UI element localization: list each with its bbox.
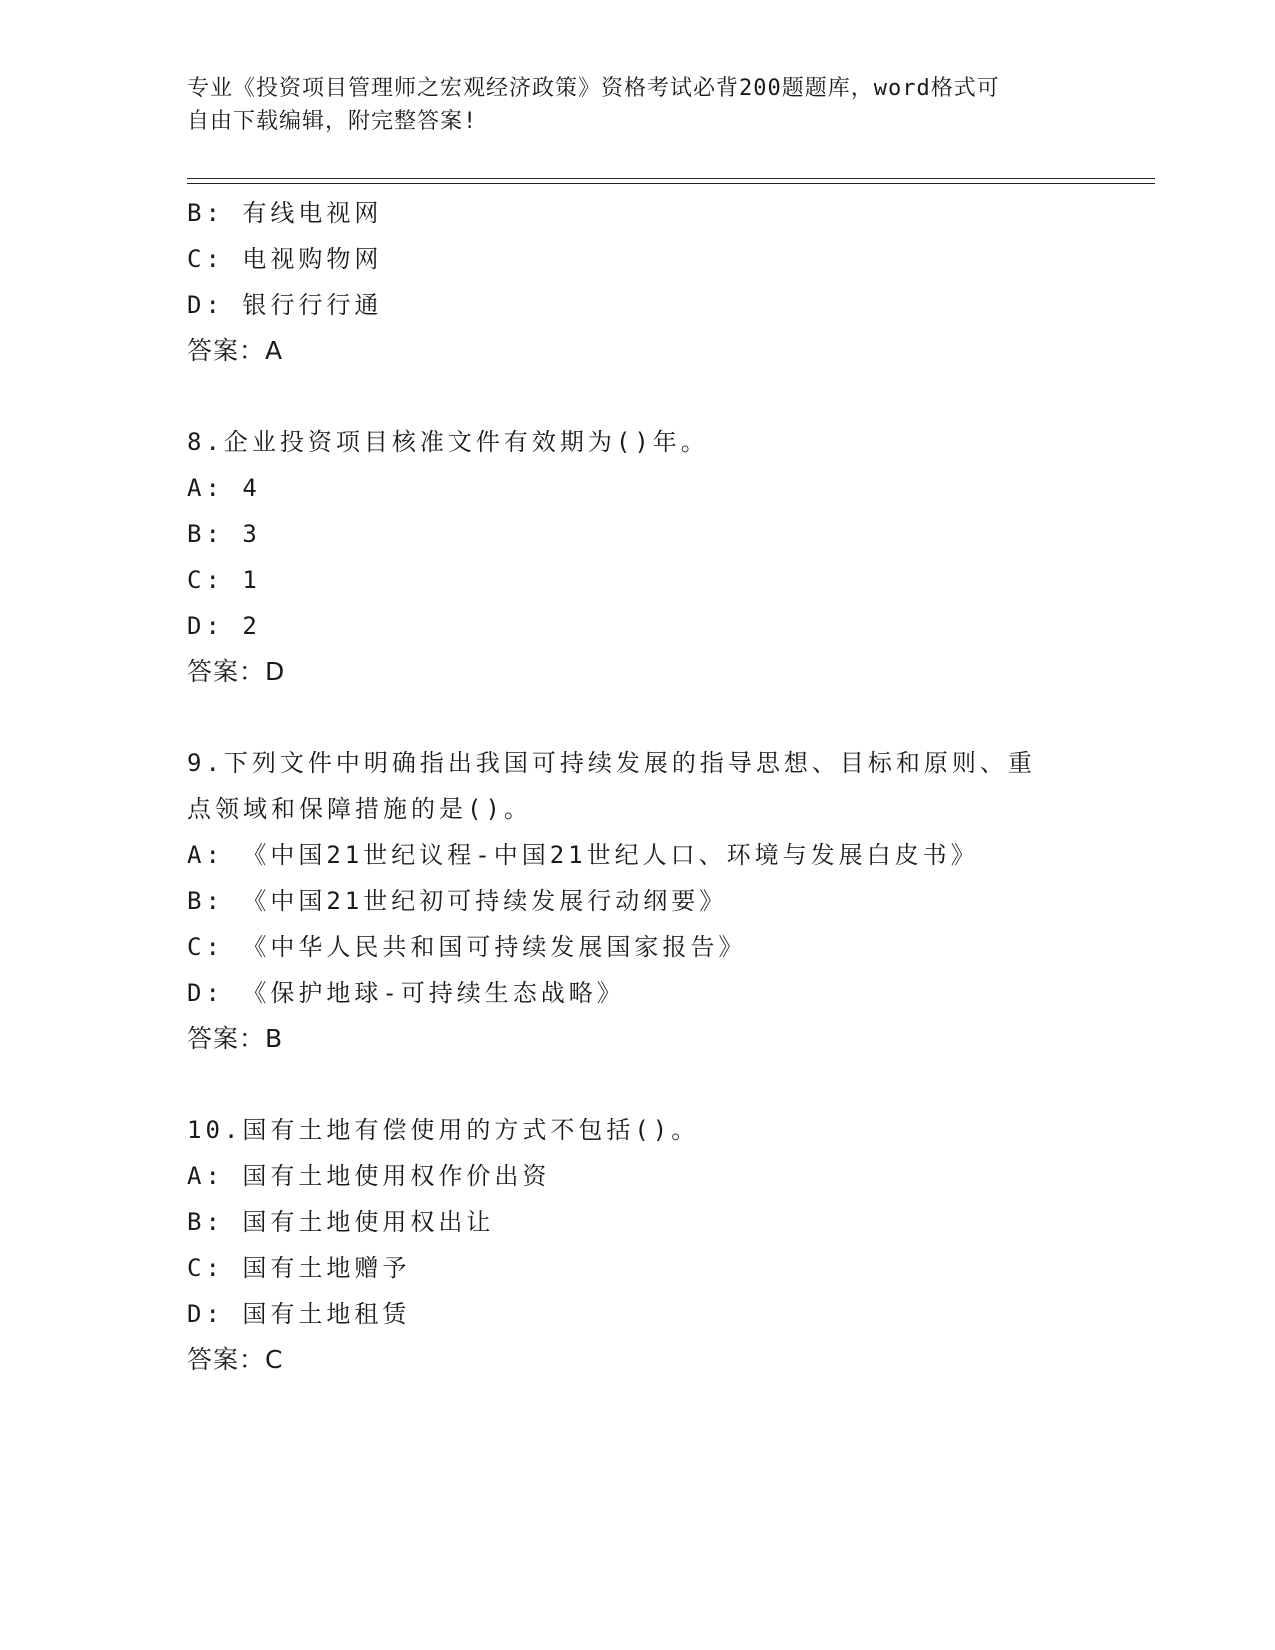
- document-header: [187, 72, 1067, 138]
- option-b: B: 有线电视网: [187, 199, 383, 227]
- header-divider-bottom: [187, 183, 1155, 184]
- header-line-1: 专业《投资项目管理师之宏观经济政策》资格考试必背200题题库，word格式可: [187, 76, 1000, 101]
- spacer: [187, 374, 1087, 419]
- option-d: D: 《保护地球-可持续生态战略》: [187, 979, 625, 1007]
- answer-line: 答案：C: [187, 1345, 284, 1374]
- option-c: C: 电视购物网: [187, 245, 383, 273]
- option-c: C: 《中华人民共和国可持续发展国家报告》: [187, 933, 747, 961]
- option-d: D: 国有土地租赁: [187, 1300, 411, 1328]
- header-line-2: 自由下载编辑，附完整答案!: [187, 109, 478, 134]
- option-b: B: 3: [187, 520, 261, 548]
- question-block-previous: [187, 190, 1087, 374]
- option-b: B: 《中国21世纪初可持续发展行动纲要》: [187, 887, 728, 915]
- question-list: [187, 190, 1087, 1383]
- question-block-9: [187, 740, 1087, 1062]
- option-c: C: 国有土地赠予: [187, 1254, 411, 1282]
- question-stem-line-1: 9.下列文件中明确指出我国可持续发展的指导思想、目标和原则、重: [187, 749, 1036, 777]
- answer-line: 答案：B: [187, 1024, 284, 1053]
- answer-line: 答案：D: [187, 657, 286, 686]
- option-d: D: 银行行行通: [187, 291, 383, 319]
- question-block-10: [187, 1107, 1087, 1383]
- spacer: [187, 1062, 1087, 1107]
- option-a: A: 4: [187, 474, 261, 502]
- spacer: [187, 695, 1087, 740]
- answer-line: 答案：A: [187, 336, 284, 365]
- option-d: D: 2: [187, 612, 261, 640]
- option-a: A: 《中国21世纪议程-中国21世纪人口、环境与发展白皮书》: [187, 841, 979, 869]
- header-divider-top: [187, 178, 1155, 179]
- question-stem: 8.企业投资项目核准文件有效期为()年。: [187, 428, 709, 456]
- question-block-8: [187, 419, 1087, 695]
- option-a: A: 国有土地使用权作价出资: [187, 1162, 551, 1190]
- question-stem-line-2: 点领域和保障措施的是()。: [187, 795, 532, 823]
- option-b: B: 国有土地使用权出让: [187, 1208, 495, 1236]
- option-c: C: 1: [187, 566, 261, 594]
- question-stem: 10.国有土地有偿使用的方式不包括()。: [187, 1116, 700, 1144]
